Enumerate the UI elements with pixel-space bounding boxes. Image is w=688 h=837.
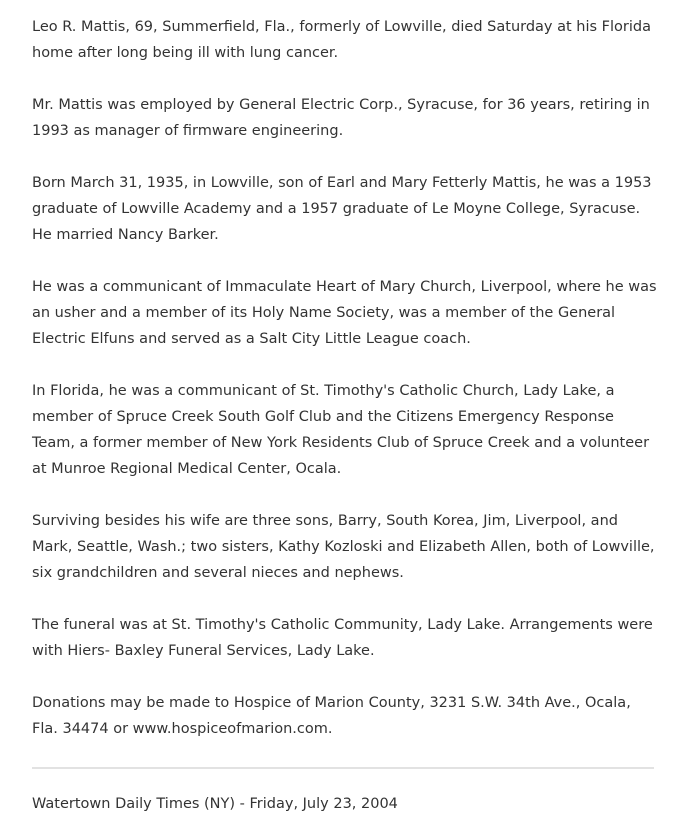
paragraph-survivors: Surviving besides his wife are three sons, Barry, South Korea, Jim, Liverpool, and Mark, Seattle, Wash.; two sisters, Kathy Kozloski and Elizabeth Allen, both of Lowville, six grandchildren and several nieces and nephews. [32, 513, 655, 581]
paragraph-liverpool-activities: He was a communicant of Immaculate Heart of Mary Church, Liverpool, where he was an usher and a member of its Holy Name Society, was a member of the General Electric Elfuns and served as a Salt City Little League coach. [32, 279, 657, 347]
obituary-article [32, 14, 660, 768]
paragraph-funeral: The funeral was at St. Timothy's Catholic Community, Lady Lake. Arrangements were with Hiers- Baxley Funeral Services, Lady Lake. [32, 617, 653, 659]
paragraph-death-notice: Leo R. Mattis, 69, Summerfield, Fla., formerly of Lowville, died Saturday at his Florida home after long being ill with lung cancer. [32, 19, 652, 61]
divider [32, 767, 654, 769]
paragraph-donations: Donations may be made to Hospice of Marion County, 3231 S.W. 34th Ave., Ocala, Fla. 34474 or www.hospiceofmarion.com. [32, 695, 631, 737]
paragraph-florida-activities: In Florida, he was a communicant of St. Timothy's Catholic Church, Lady Lake, a member of Spruce Creek South Golf Club and the Citizens Emergency Response Team, a former member of New York Residents Club of Spruce Creek and a volunteer at Munroe Regional Medical Center, Ocala. [32, 383, 650, 477]
paragraph-birth-education: Born March 31, 1935, in Lowville, son of Earl and Mary Fetterly Mattis, he was a 1953 graduate of Lowville Academy and a 1957 graduate of Le Moyne College, Syracuse. He married Nancy Barker. [32, 175, 652, 243]
source-line: Watertown Daily Times (NY) - Friday, July 23, 2004 [32, 796, 398, 812]
paragraph-employment: Mr. Mattis was employed by General Electric Corp., Syracuse, for 36 years, retiring in 1993 as manager of firmware engineering. [32, 97, 650, 139]
